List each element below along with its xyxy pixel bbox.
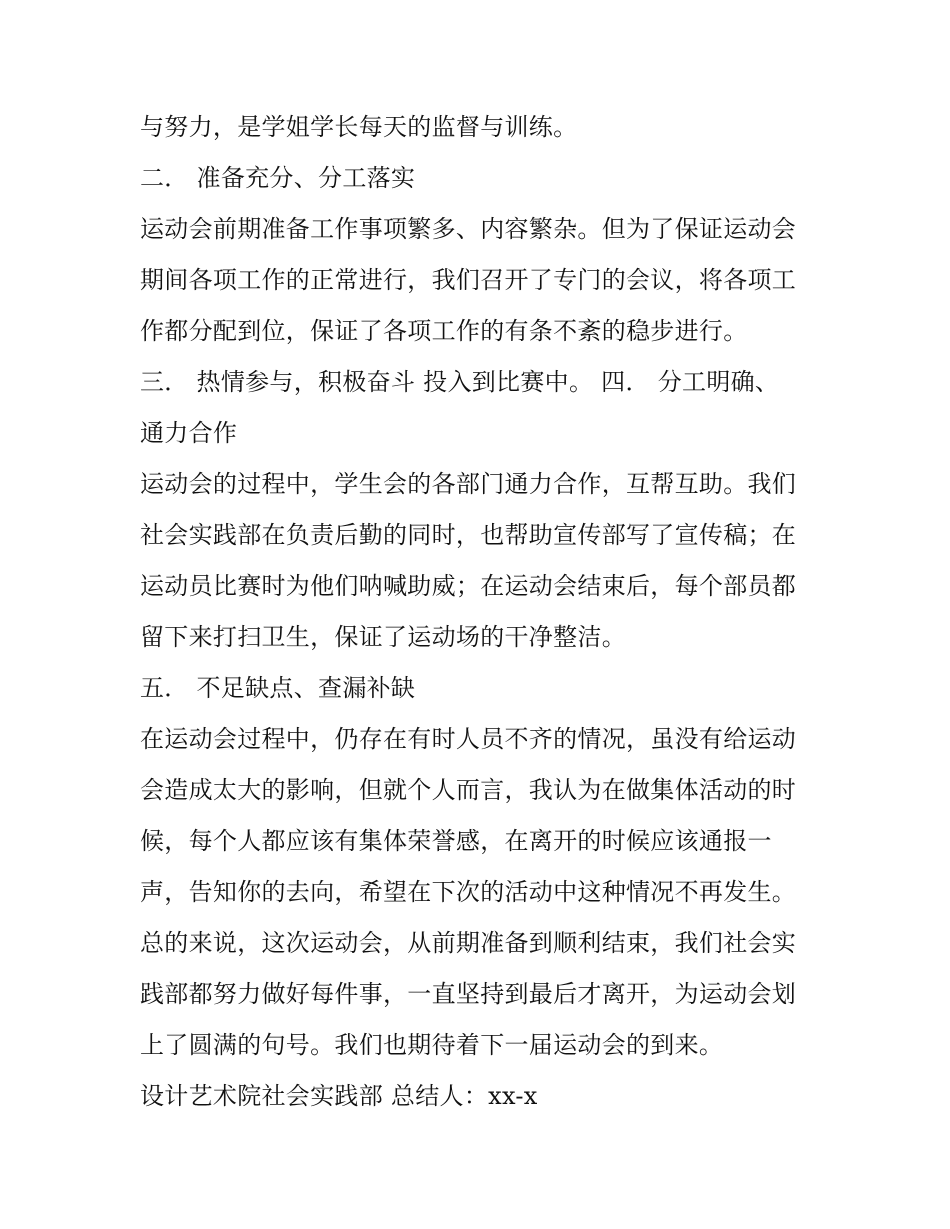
text-line: 在运动会过程中，仍存在有时人员不齐的情况，虽没有给运动 bbox=[140, 725, 797, 753]
document-body bbox=[140, 102, 820, 1122]
text-line: 总的来说，这次运动会，从前期准备到顺利结束，我们社会实 bbox=[140, 929, 797, 957]
text-line: 运动会的过程中，学生会的各部门通力合作，互帮互助。我们 bbox=[140, 470, 797, 498]
text-line: 运动员比赛时为他们呐喊助威；在运动会结束后，每个部员都 bbox=[140, 572, 797, 600]
text-line: 通力合作 bbox=[140, 419, 238, 447]
text-line: 践部都努力做好每件事，一直坚持到最后才离开，为运动会划 bbox=[140, 980, 797, 1008]
text-line: 留下来打扫卫生，保证了运动场的干净整洁。 bbox=[140, 623, 626, 651]
section-heading-5: 五． 不足缺点、查漏补缺 bbox=[140, 674, 416, 702]
text-line: 与努力，是学姐学长每天的监督与训练。 bbox=[140, 113, 578, 141]
text-line: 候，每个人都应该有集体荣誉感，在离开的时候应该通报一 bbox=[140, 827, 772, 855]
section-heading-3-4: 三． 热情参与，积极奋斗 投入到比赛中。 四． 分工明确、 bbox=[140, 368, 780, 396]
text-line: 声，告知你的去向，希望在下次的活动中这种情况不再发生。 bbox=[140, 878, 797, 906]
text-line: 会造成太大的影响，但就个人而言，我认为在做集体活动的时 bbox=[140, 776, 797, 804]
text-line: 运动会前期准备工作事项繁多、内容繁杂。但为了保证运动会 bbox=[140, 215, 797, 243]
text-line: 上了圆满的句号。我们也期待着下一届运动会的到来。 bbox=[140, 1031, 724, 1059]
signature-line: 设计艺术院社会实践部 总结人：xx-x bbox=[140, 1082, 538, 1110]
text-line: 作都分配到位，保证了各项工作的有条不紊的稳步进行。 bbox=[140, 317, 748, 345]
text-line: 社会实践部在负责后勤的同时，也帮助宣传部写了宣传稿；在 bbox=[140, 521, 797, 549]
section-heading-2: 二． 准备充分、分工落实 bbox=[140, 164, 416, 192]
text-line: 期间各项工作的正常进行，我们召开了专门的会议，将各项工 bbox=[140, 266, 797, 294]
